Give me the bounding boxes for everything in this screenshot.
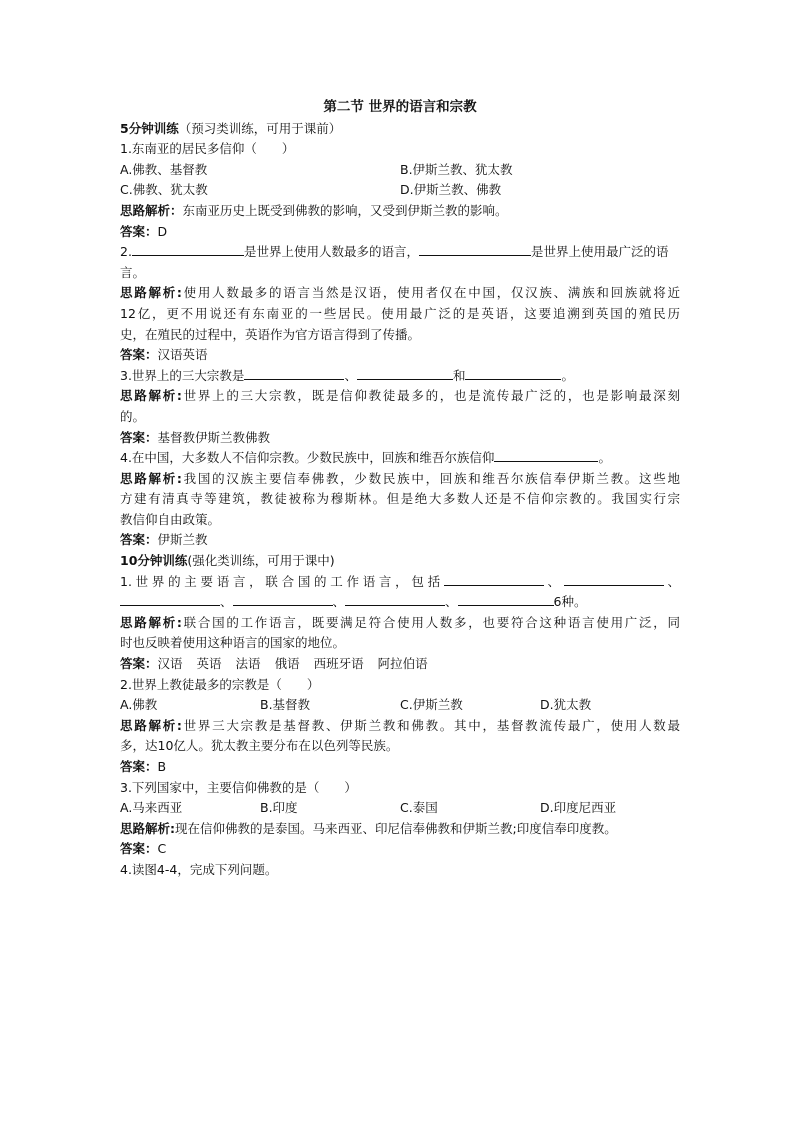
answer [120,428,680,449]
question-stem [120,448,680,469]
analysis-text: 12亿，更不用说还有东南亚的一些居民。使用最广泛的是英语，这要追溯到英国的殖民历 [120,305,680,321]
section-heading-label: 10分钟训练 [120,553,188,569]
answer [120,654,680,675]
option-c: C.泰国 [400,800,438,816]
answer-text: 汉语英语 [157,347,208,363]
question-text: 是世界上使用最广泛的语 [530,244,669,260]
analysis [120,283,680,304]
analysis-label: 思路解析: [120,614,182,630]
separator: 、 [220,594,233,610]
question-text: 4.在中国，大多数人不信仰宗教。少数民族中，回族和维吾尔族信仰 [120,450,495,466]
question-continuation: 言。 [120,264,146,280]
analysis [120,386,680,407]
fill-blank [345,592,445,606]
fill-blank [444,572,544,586]
answer-label: 答案： [120,841,158,857]
answer [120,222,680,243]
fill-blank [419,242,531,256]
document-page [120,97,680,881]
analysis-label: 思路解析: [120,285,182,301]
fill-blank [120,592,220,606]
analysis-text: 我国的汉族主要信奉佛教，少数民族中，回族和维吾尔族信奉伊斯兰教。这些地 [181,470,680,486]
analysis-text: 世界上的三大宗教，既是信仰教徒最多的，也是流传最广泛的，也是影响最深刻 [181,388,680,404]
option-row [120,695,680,716]
question-end: 。 [561,367,574,383]
analysis-text: 时也反映着使用这种语言的国家的地位。 [120,635,346,651]
analysis-label: 思路解析: [120,717,182,733]
fill-blank [132,242,244,256]
option-c: C.伊斯兰教 [400,697,463,713]
analysis-label: 思路解析: [120,470,182,486]
option-row [120,160,680,181]
analysis [120,201,680,222]
answer-text: B [157,759,167,774]
option-b: B.伊斯兰教、犹太教 [400,161,513,177]
separator: 、 [543,573,564,589]
question-text: 1.世界的主要语言，联合国的工作语言，包括 [120,573,444,589]
answer-label: 答案： [120,532,158,548]
analysis-text: 方建有清真寺等建筑，教徒被称为穆斯林。但是绝大多数人还是不信仰宗教的。我国实行宗 [120,491,680,507]
section-heading-5min [120,119,680,140]
option-d: D.犹太教 [540,697,592,713]
option-b: B.印度 [260,800,298,816]
analysis-text: 的。 [120,408,146,424]
section-heading-note: （预习类训练，可用于课前） [178,120,342,136]
analysis-text: 联合国的工作语言，既要满足符合使用人数多，也要符合这种语言使用广泛，同 [181,614,680,630]
question-text: 3.世界上的三大宗教是 [120,367,245,383]
option-a: A.佛教 [120,697,158,713]
fill-blank [458,592,554,606]
analysis [120,819,680,840]
analysis-label: 思路解析: [120,820,175,836]
separator: 和 [452,367,466,383]
fill-blank [494,448,598,462]
answer-text: C [157,841,167,857]
option-d: D.印度尼西亚 [540,800,617,816]
answer-label: 答案： [120,347,158,363]
analysis [120,469,680,490]
option-c: C.佛教、犹太教 [120,182,208,198]
analysis-text: 教信仰自由政策。 [120,511,221,527]
answer-label: 答案： [120,223,158,239]
analysis-text: 现在信仰佛教的是泰国。马来西亚、印尼信奉佛教和伊斯兰教;印度信奉印度教。 [175,820,617,836]
option-b: B.基督教 [260,697,311,713]
option-d: D.伊斯兰教、佛教 [400,182,502,198]
section-heading-label: 5分钟训练 [120,120,179,136]
answer-item: 英语 [196,656,222,672]
answer-label: 答案： [120,759,158,774]
answer-item: 汉语 [157,656,183,672]
separator: 、 [663,573,680,589]
option-row [120,180,680,201]
answer [120,757,680,778]
answer-text: 伊斯兰教 [157,532,208,548]
analysis-text: 东南亚历史上既受到佛教的影响，又受到伊斯兰教的影响。 [182,202,508,218]
option-a: A.马来西亚 [120,800,183,816]
question-stem: 3.下列国家中，主要信仰佛教的是（ ） [120,779,357,795]
fill-blank [357,366,453,380]
fill-blank [564,572,664,586]
answer [120,345,680,366]
section-title: 第二节 世界的语言和宗教 [323,99,477,115]
question-continuation [120,592,680,613]
analysis [120,613,680,634]
separator: 、 [445,594,458,610]
analysis-text: 世界三大宗教是基督教、伊斯兰教和佛教。其中，基督教流传最广，使用人数最 [181,717,680,733]
question-stem [120,242,680,263]
fill-blank [244,366,344,380]
question-text: 是世界上使用人数最多的语言， [243,244,419,260]
answer [120,530,680,551]
section-heading-note: (强化类训练，可用于课中) [187,553,335,569]
question-stem [120,572,680,593]
answer-item: 法语 [235,656,261,672]
question-stem [120,366,680,387]
answer [120,839,680,860]
analysis-text: 使用人数最多的语言当然是汉语，使用者仅在中国，仅汉族、满族和回族就将近 [181,285,680,301]
question-number: 2. [120,244,132,260]
fill-blank [465,366,561,380]
separator: 、 [344,367,357,383]
analysis [120,716,680,737]
analysis-text: 多，达10亿人。犹太教主要分布在以色列等民族。 [120,738,399,754]
answer-item: 阿拉伯语 [377,656,428,672]
answer-label: 答案： [120,429,158,445]
question-stem: 4.读图4-4，完成下列问题。 [120,861,278,877]
option-row [120,798,680,819]
analysis-text: 史，在殖民的过程中，英语作为官方语言得到了传播。 [120,326,421,342]
question-end: 6种。 [553,594,587,610]
separator: 、 [332,594,346,610]
question-end: 。 [598,450,611,466]
option-a: A.佛教、基督教 [120,161,208,177]
analysis-label: 思路解析： [120,202,183,218]
answer-item: 俄语 [274,656,300,672]
answer-text: D [157,223,168,239]
answer-item: 西班牙语 [313,656,364,672]
question-stem: 1.东南亚的居民多信仰（ ） [120,141,295,157]
question-stem: 2.世界上教徒最多的宗教是（ ） [120,676,320,692]
fill-blank [233,592,333,606]
answer-label: 答案： [120,656,158,672]
analysis-label: 思路解析: [120,388,182,404]
section-heading-10min [120,551,680,572]
answer-text: 基督教伊斯兰教佛教 [157,429,271,445]
